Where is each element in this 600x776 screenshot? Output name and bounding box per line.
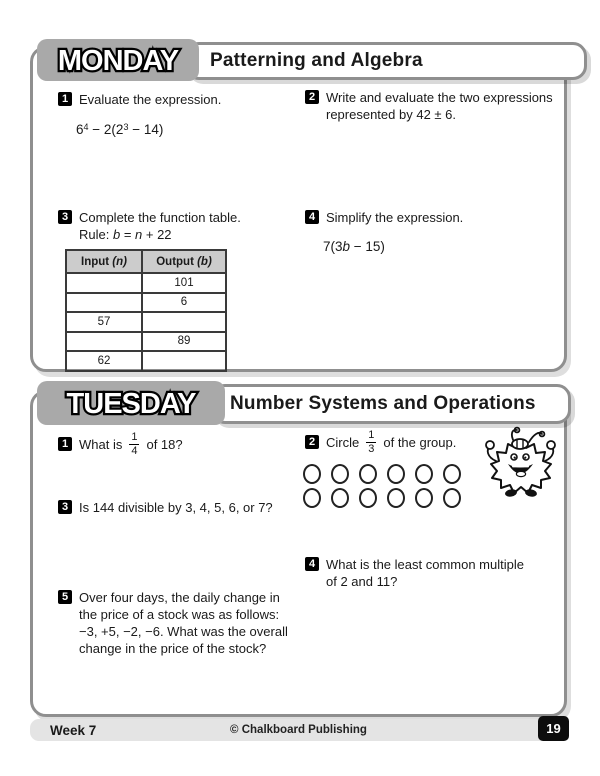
circle-shape xyxy=(331,464,349,484)
tuesday-q3 xyxy=(58,499,273,516)
table-cell xyxy=(66,273,142,293)
table-row xyxy=(66,312,226,332)
header-var: (b) xyxy=(197,255,212,268)
circle-shape xyxy=(443,488,461,508)
expr-superscript: 3 xyxy=(123,121,129,132)
monday-q3-prompt: Complete the function table. xyxy=(79,210,241,225)
monday-q4-prompt: Simplify the expression. xyxy=(326,210,464,225)
mascot-monster-illustration xyxy=(479,425,561,499)
tuesday-q2 xyxy=(305,429,456,456)
expr-superscript: 4 xyxy=(83,121,89,132)
monday-section-title: Patterning and Algebra xyxy=(210,50,423,71)
monday-day-tab xyxy=(37,39,199,81)
tuesday-q2-suffix: of the group. xyxy=(383,435,457,450)
tuesday-q5-line3: −3, +5, −2, −6. What was the overall xyxy=(79,624,288,639)
fraction-numerator: 1 xyxy=(368,429,375,441)
tuesday-q2-prefix: Circle xyxy=(326,435,360,450)
monday-q2 xyxy=(305,89,553,123)
circle-shape xyxy=(331,488,349,508)
rule-label: Rule: xyxy=(79,227,113,242)
monday-q1-expression xyxy=(76,122,163,137)
monday-q1-prompt: Evaluate the expression. xyxy=(79,92,222,107)
tuesday-q4 xyxy=(305,556,524,590)
monday-q4 xyxy=(305,209,463,226)
fraction-denominator: 3 xyxy=(368,443,375,455)
rule-var-n: n xyxy=(135,227,143,242)
footer-copyright: © Chalkboard Publishing xyxy=(230,724,367,736)
tuesday-q4-line2: of 2 and 11? xyxy=(326,574,398,589)
function-table-header-input xyxy=(66,250,142,273)
expr-variable: b xyxy=(342,239,351,254)
question-number-badge: 4 xyxy=(305,210,319,224)
monday-title-pill xyxy=(185,42,587,80)
table-row xyxy=(66,332,226,352)
table-cell xyxy=(142,312,226,332)
tuesday-day-label: TUESDAY xyxy=(66,388,196,420)
table-cell: 101 xyxy=(142,273,226,293)
monday-q1 xyxy=(58,91,221,108)
table-cell xyxy=(66,332,142,352)
monday-q3 xyxy=(58,209,241,243)
circle-row xyxy=(303,464,461,484)
monday-bubble-text xyxy=(39,40,197,80)
expr-segment: − 15) xyxy=(350,239,385,254)
question-number-badge: 2 xyxy=(305,90,319,104)
monday-q4-expression xyxy=(323,239,385,254)
table-cell xyxy=(142,351,226,371)
circle-shape xyxy=(359,488,377,508)
question-number-badge: 5 xyxy=(58,590,72,604)
expr-segment: − 2(2 xyxy=(88,122,124,137)
expr-segment: 7(3 xyxy=(323,239,343,254)
table-cell: 57 xyxy=(66,312,142,332)
circle-shape xyxy=(359,464,377,484)
circle-shape xyxy=(415,488,433,508)
footer-bar xyxy=(30,719,567,741)
tuesday-bubble-text xyxy=(39,382,223,424)
table-cell: 6 xyxy=(142,293,226,313)
question-number-badge: 3 xyxy=(58,500,72,514)
monday-day-label: MONDAY xyxy=(57,45,179,77)
rule-var-b: b xyxy=(112,227,121,242)
circle-shape xyxy=(303,464,321,484)
fraction-numerator: 1 xyxy=(131,431,138,443)
rule-equals: = xyxy=(120,227,136,242)
tuesday-q5-line2: the price of a stock was as follows: xyxy=(79,607,280,622)
page-number: 19 xyxy=(546,721,561,736)
table-row xyxy=(66,293,226,313)
table-cell: 89 xyxy=(142,332,226,352)
fraction-one-fourth xyxy=(129,431,139,458)
circle-shape xyxy=(387,488,405,508)
expr-segment: 6 xyxy=(76,122,84,137)
monday-q2-line2: represented by 42 ± 6. xyxy=(326,107,456,122)
table-cell xyxy=(66,293,142,313)
footer-week-label: Week 7 xyxy=(50,722,97,738)
fraction-one-third xyxy=(366,429,376,456)
function-table-header-output xyxy=(142,250,226,273)
table-cell: 62 xyxy=(66,351,142,371)
question-number-badge: 3 xyxy=(58,210,72,224)
function-table-header-row xyxy=(66,250,226,273)
tuesday-q5-line4: change in the price of the stock? xyxy=(79,641,267,656)
tuesday-q5-line1: Over four days, the daily change in xyxy=(79,590,280,605)
circle-shape xyxy=(415,464,433,484)
circle-shape xyxy=(303,488,321,508)
question-number-badge: 1 xyxy=(58,437,72,451)
tuesday-q1-suffix: of 18? xyxy=(146,437,183,452)
question-number-badge: 2 xyxy=(305,435,319,449)
table-row xyxy=(66,273,226,293)
header-label: Output xyxy=(156,255,198,268)
monday-q3-rule xyxy=(79,226,241,243)
circle-row xyxy=(303,488,461,508)
tuesday-title-pill xyxy=(211,384,571,424)
header-label: Input xyxy=(81,255,113,268)
expr-segment: − 14) xyxy=(128,122,164,137)
table-row xyxy=(66,351,226,371)
question-number-badge: 1 xyxy=(58,92,72,106)
tuesday-q5 xyxy=(58,589,288,657)
tuesday-section-title: Number Systems and Operations xyxy=(230,393,536,414)
function-table-body xyxy=(66,273,226,371)
circle-shape xyxy=(387,464,405,484)
fraction-denominator: 4 xyxy=(131,445,138,457)
tuesday-q1-prefix: What is xyxy=(79,437,123,452)
monday-section xyxy=(30,46,567,372)
question-number-badge: 4 xyxy=(305,557,319,571)
tuesday-day-tab xyxy=(37,381,225,425)
tuesday-q3-text: Is 144 divisible by 3, 4, 5, 6, or 7? xyxy=(79,500,273,515)
circle-shape xyxy=(443,464,461,484)
tuesday-section xyxy=(30,390,567,717)
function-table xyxy=(65,249,227,372)
header-var: (n) xyxy=(112,255,127,268)
rule-rest: + 22 xyxy=(142,227,172,242)
tuesday-q4-line1: What is the least common multiple xyxy=(326,557,524,572)
monday-q2-line1: Write and evaluate the two expressions xyxy=(326,90,553,105)
page-number-badge xyxy=(538,716,569,741)
tuesday-q1 xyxy=(58,431,183,458)
